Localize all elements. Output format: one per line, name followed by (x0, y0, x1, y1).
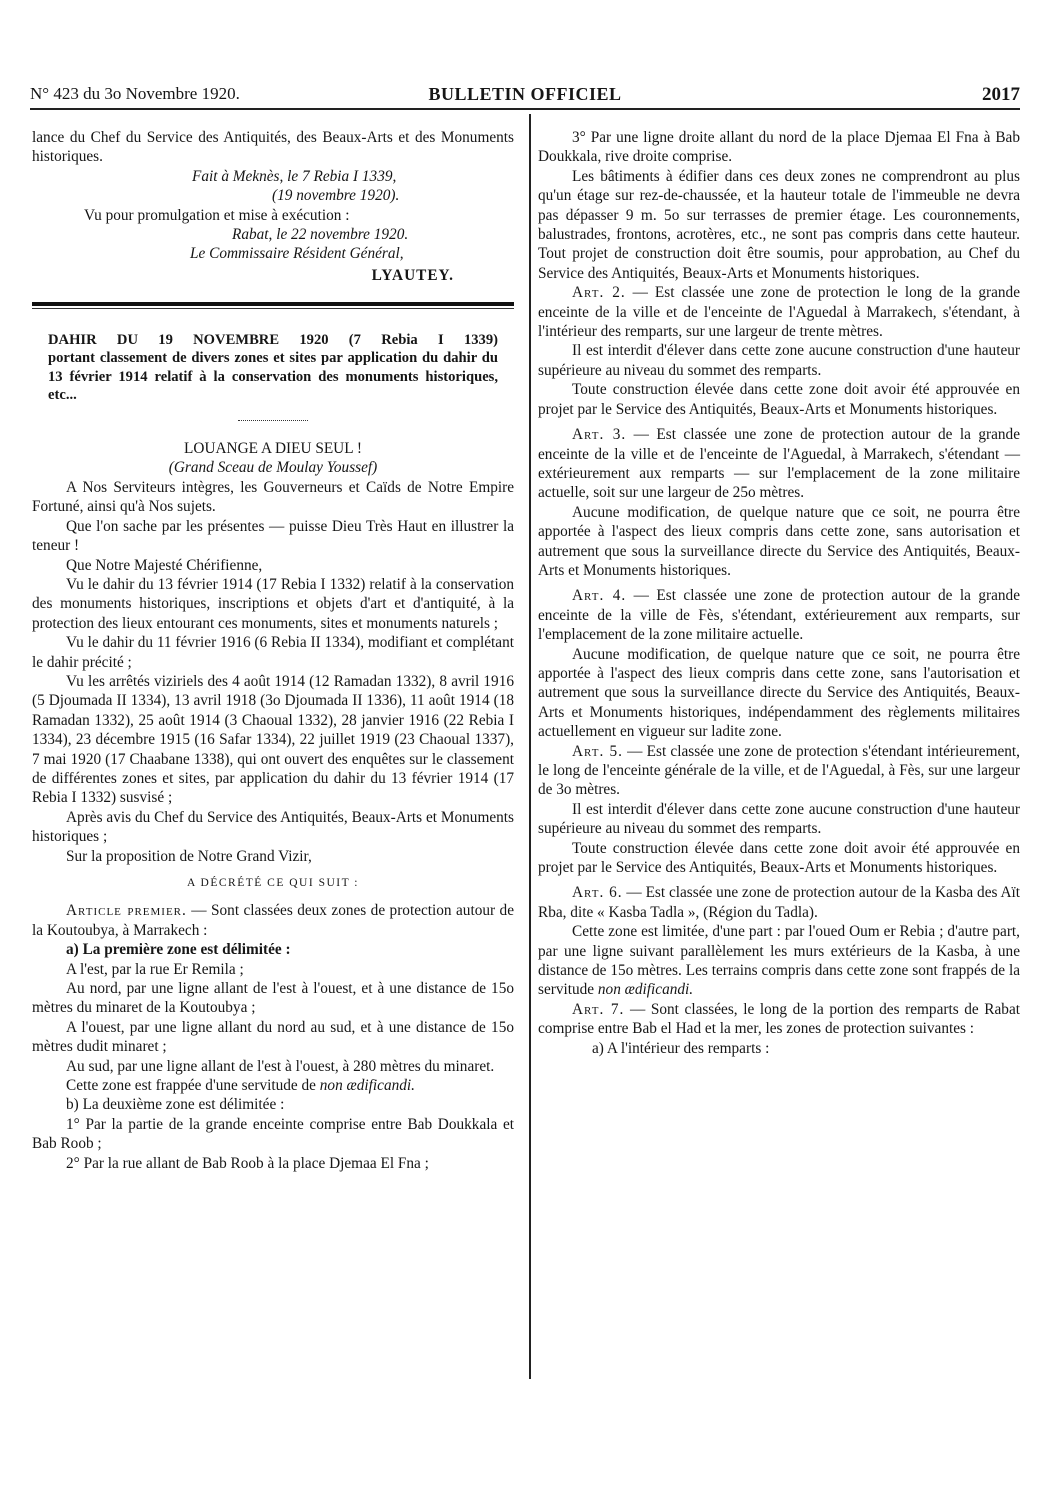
article-4-p2: Aucune modification, de quelque nature que ce soit, ne pourra être apportée à l'aspect des lieux compris dans cette zone, sans l'autorisation et autrement que sous la surveillance directe du Service des Antiquités, Beaux-Arts et Monuments historiques, indépendamment des règlements militaires actuellement en vigueur sur ladite zone. (538, 645, 1020, 741)
paragraph-avis: Après avis du Chef du Service des Antiquités, Beaux-Arts et Monuments historiques ; (32, 808, 514, 846)
dahir-title-rest: portant classement de divers zones et sites par application du dahir du 13 février 1914 relatif à la conservation des monuments historiques, etc... (48, 350, 498, 403)
right-column (538, 128, 1020, 1058)
paragraph-sache: Que l'on sache par les présentes — puisse Dieu Très Haut en illustrer la teneur ! (32, 517, 514, 555)
previous-text-tail: lance du Chef du Service des Antiquités, des Beaux-Arts et des Monuments historiques. (32, 129, 514, 166)
article-2-label: Art. 2. (572, 284, 626, 302)
article-7-text: — Sont classées, le long de la portion des remparts de Rabat comprise entre Bab el Had et la mer, les zones de protection suivantes : (538, 1000, 1020, 1038)
louange-heading: LOUANGE A DIEU SEUL ! (184, 440, 362, 458)
paragraph-vu-3: Vu les arrêtés viziriels des 4 août 1914 (12 Ramadan 1332), 8 avril 1916 (5 Djoumada II 1334), 13 avril 1918 (3o Djoumada II 1336), 11 août 1914 (18 Ramadan 1332), 25 août 1914 (3 Chaoual 1332), 28 janvier 1916 (22 Rebia I 1334), 23 décembre 1915 (16 Safar 1334), 22 juillet 1919 (23 Chaoual 1337), 7 mai 1920 (17 Chaabane 1338), qui ont ouvert des enquêtes sur le classement de différentes zones et sites, par application du dahir du 13 février 1914 (17 Rebia I 1332) susvisé ; (32, 672, 514, 807)
zone-b-heading: b) La deuxième zone est délimitée : (66, 1096, 285, 1114)
fait-line: Fait à Meknès, le 7 Rebia I 1339, (192, 167, 397, 185)
article-3-p2: Aucune modification, de quelque nature que ce soit, ne pourra être apportée à l'aspect des lieux compris dans cette zone, sans autorisation et autrement que sous la surveillance directe du Service des Antiquités, Beaux-Arts et Monuments historiques. (538, 503, 1020, 579)
article-6-p2 (538, 922, 1020, 1000)
page-number: 2017 (982, 84, 1020, 105)
promulgation-line: Vu pour promulgation et mise à exécution : (84, 206, 350, 224)
article-6-label: Art. 6. (572, 884, 623, 902)
article-2-p2: Il est interdit d'élever dans cette zone aucune construction d'une hauteur supérieure au niveau du sommet des remparts. (538, 342, 1020, 379)
zone-b-item-3: 3° Par une ligne droite allant du nord de la place Djemaa El Fna à Bab Doukkala, rive droite comprise. (538, 129, 1020, 166)
article-2 (538, 283, 1020, 341)
article-6-p2-text: Cette zone est limitée, d'une part : par l'oued Oum er Rebia ; d'autre part, par une ligne suivant parallèlement les murs extérieurs de la Kasba, à une distance de 15o mètres. Les terrains compris dans cette zone sont frappés de la servitude (538, 923, 1020, 999)
publication-title: BULLETIN OFFICIEL (428, 84, 622, 104)
zone-a-nord: Au nord, par une ligne allant de l'est à l'ouest, et à une distance de 15o mètres du minaret de la Koutoubya ; (32, 980, 514, 1017)
column-divider (529, 114, 531, 1379)
zone-a-ouest: A l'ouest, par une ligne allant du nord au sud, et à une distance de 15o mètres dudit minaret ; (32, 1018, 514, 1056)
fait-date: (19 novembre 1920). (272, 187, 400, 205)
article-3 (538, 425, 1020, 503)
dahir-title (32, 331, 514, 404)
article-3-label: Art. 3. (572, 426, 627, 444)
article-1 (32, 901, 514, 940)
article-4-label: Art. 4. (572, 587, 627, 605)
article-6-text: — Est classée une zone de protection autour de la Kasba des Aït Rba, dite « Kasba Tadla », (Région du Tadla). (538, 884, 1020, 921)
article-7-label: Art. 7. (572, 1000, 625, 1018)
commissaire-line: Le Commissaire Résident Général, (190, 245, 404, 263)
page-header (30, 84, 1020, 108)
rabat-date: Rabat, le 22 novembre 1920. (232, 226, 409, 244)
decrete-heading: A DÉCRÉTÉ CE QUI SUIT : (187, 877, 359, 889)
article-5-p3: Toute construction élevée dans cette zone doit avoir été approuvée en projet par le Service des Antiquités, Beaux-Arts et Monuments historiques. (538, 839, 1020, 877)
paragraph-vu-2: Vu le dahir du 11 février 1916 (6 Rebia II 1334), modifiant et complétant le dahir précité ; (32, 634, 514, 671)
paragraph-majeste: Que Notre Majesté Chérifienne, (66, 556, 263, 574)
servitude-text: Cette zone est frappée d'une servitude de (66, 1077, 320, 1095)
zone-b-item-1: 1° Par la partie de la grande enceinte comprise entre Bab Doukkala et Bab Roob ; (32, 1115, 514, 1153)
paragraph-vu-1: Vu le dahir du 13 février 1914 (17 Rebia I 1332) relatif à la conservation des monuments historiques, inscriptions et objets d'art et d'antiquité, à la protection des lieux entourant ces monuments, sites et monuments naturels ; (32, 575, 514, 632)
zone-a-est: A l'est, par la rue Er Remila ; (66, 960, 244, 978)
sceau-line: (Grand Sceau de Moulay Youssef) (168, 459, 378, 477)
article-2-text: — Est classée une zone de protection le long de la grande enceinte de la ville et de l'enceinte de l'Aguedal à Marrakech, s'étendant, à l'intérieur des remparts, sur une largeur de trente mètres. (538, 284, 1020, 341)
servitude-latin: non ædificandi. (319, 1077, 415, 1095)
article-5-p2: Il est interdit d'élever dans cette zone aucune construction d'une hauteur supérieure au niveau du sommet des remparts. (538, 800, 1020, 838)
section-rule-thin (32, 308, 514, 309)
article-4 (538, 586, 1020, 644)
article-6 (538, 883, 1020, 922)
left-column (32, 128, 514, 1173)
article-1-text: — Sont classées deux zones de protection autour de la Koutoubya, à Marrakech : (32, 902, 514, 939)
zone-b-item-2: 2° Par la rue allant de Bab Roob à la place Djemaa El Fna ; (66, 1154, 429, 1172)
article-4-text: — Est classée une zone de protection autour de la grande enceinte de la ville de Fès, s'étendant, extérieurement aux remparts, sur l'emplacement de la zone militaire actuelle. (538, 587, 1020, 644)
article-2-p3: Toute construction élevée dans cette zone doit avoir été approuvée en projet par le Service des Antiquités, Beaux-Arts et Monuments historiques. (538, 381, 1020, 418)
issue-number: N° 423 du 3o Novembre 1920. (30, 84, 240, 103)
zone-a-heading: a) La première zone est délimitée : (66, 941, 291, 959)
article-3-text: — Est classée une zone de protection autour de la grande enceinte de la ville et de l'enceinte de l'Aguedal, à Marrakech, s'étendant — extérieurement aux remparts — sur l'emplacement de la zone militaire actuelle, soit sur une largeur de 25o mètres. (538, 426, 1020, 502)
zone-a-sud: Au sud, par une ligne allant de l'est à l'ouest, à 280 mètres du minaret. (66, 1057, 495, 1075)
article-6-p2-latin: non ædificandi. (597, 981, 694, 999)
signature-lyautey: LYAUTEY. (371, 266, 454, 284)
short-divider (238, 420, 308, 421)
article-7 (538, 1000, 1020, 1039)
paragraph-serviteurs: A Nos Serviteurs intègres, les Gouverneurs et Caïds de Notre Empire Fortuné, ainsi qu'à Nos sujets. (32, 478, 514, 516)
section-rule-thick (32, 302, 514, 306)
article-5-label: Art. 5. (572, 742, 623, 760)
article-5 (538, 742, 1020, 800)
article-7-a: a) A l'intérieur des remparts : (592, 1039, 770, 1057)
article-1-label: Article premier. (66, 902, 187, 920)
dahir-title-line1: DAHIR DU 19 NOVEMBRE 1920 (7 Rebia I 1339) (48, 332, 498, 349)
article-5-text: — Est classée une zone de protection s'étendant intérieurement, le long de l'enceinte générale de la ville, et de l'Aguedal, à Fès, sur une largeur de 3o mètres. (538, 742, 1020, 799)
paragraph-proposition: Sur la proposition de Notre Grand Vizir, (66, 847, 312, 865)
paragraph-batiments: Les bâtiments à édifier dans ces deux zones ne comprendront au plus qu'un étage sur rez-de-chaussée, et la hauteur totale de l'immeuble ne devra pas dépasser 9 m. 5o sur terrasses de premier étage. Les couronnements, balustrades, frontons, acrotères, etc., ne sont pas compris dans cette hauteur. Tout projet de construction doit être soumis, pour approbation, au Chef du Service des Antiquités, Beaux-Arts et Monuments historiques. (538, 167, 1020, 282)
zone-a-servitude (32, 1076, 514, 1095)
header-rule (30, 108, 1020, 110)
